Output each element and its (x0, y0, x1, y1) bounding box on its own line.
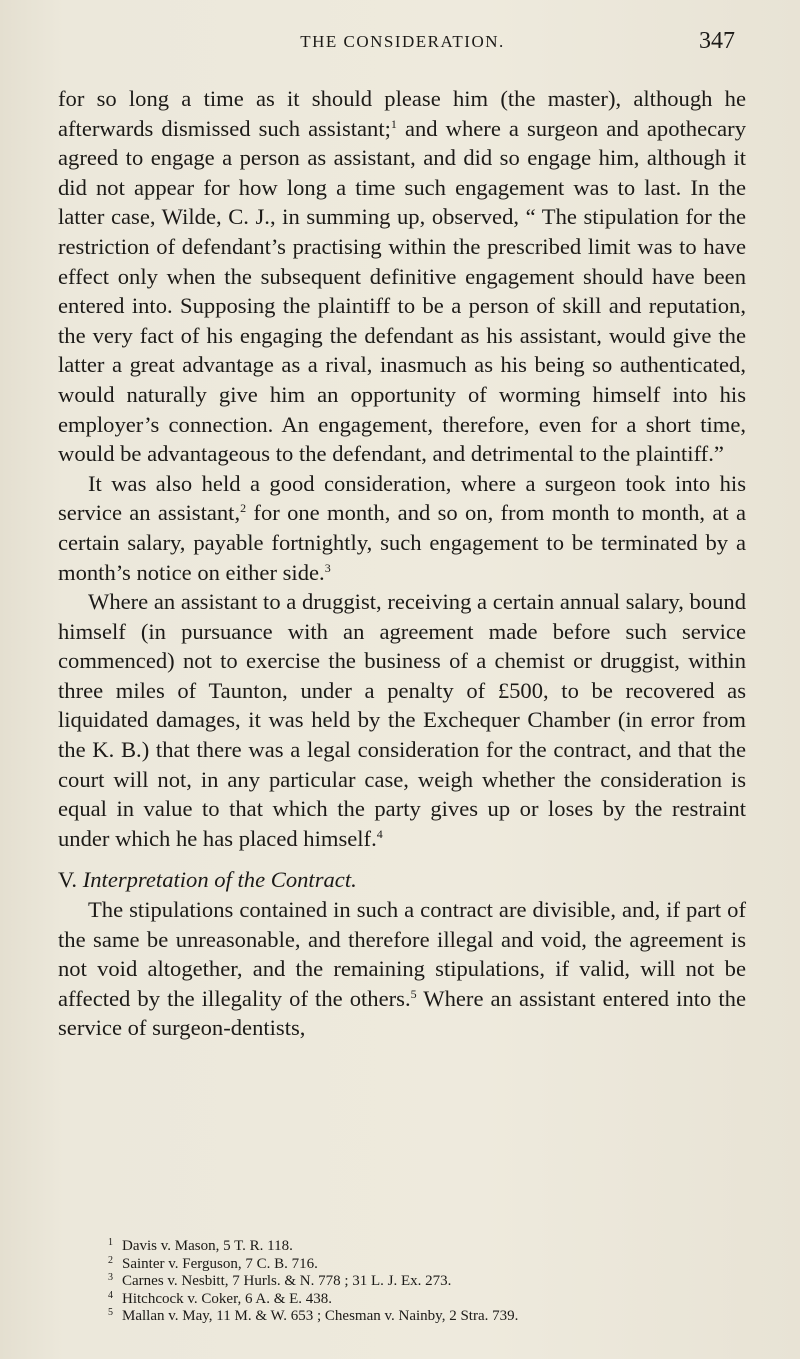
paragraph (58, 469, 746, 587)
footnote-text: Carnes v. Nesbitt, 7 Hurls. & N. 778 ; 31 L. J. Ex. 273. (122, 1273, 452, 1289)
footnote-number: 3 (108, 1272, 113, 1283)
body-text (58, 84, 746, 1043)
section-paragraph-group (58, 895, 746, 1043)
footnote-ref: 2 (240, 501, 247, 516)
footnote (108, 1238, 748, 1256)
text-run: Where an assistant to a druggist, receiving a certain annual salary, bound himself (in pursuance with an agreement made before such service commenced) not to exercise the business of a chemist or druggist, within three miles of Taunton, under a penalty of £500, to be recovered as liquidated damages, it was held by the Exchequer Chamber (in error from the K. B.) that there was a legal consideration for the contract, and that the court will not, in any particular case, weigh whether the consideration is equal in value to that which the party gives up or loses by the restraint under which he has placed himself. (58, 589, 746, 851)
footnote-text: Sainter v. Ferguson, 7 C. B. 716. (122, 1255, 318, 1272)
footnote-ref: 5 (410, 986, 417, 1001)
footnote-text: Davis v. Mason, 5 T. R. 118. (122, 1238, 293, 1254)
paragraph-group (58, 84, 746, 853)
text-run: for one month, and so on, from month to month, at a certain salary, payable fortnightly, such engagement to be terminated by a month’s notice on either side. (58, 500, 746, 585)
text-run: Where an assistant entered into the service of surgeon-dentists, (58, 985, 746, 1041)
footnote-number: 4 (108, 1289, 113, 1301)
footnote-number: 5 (108, 1307, 113, 1318)
footnote-ref: 1 (390, 116, 397, 131)
footnote-ref: 4 (376, 826, 383, 841)
footnote-number: 1 (108, 1237, 113, 1248)
footnote (108, 1256, 748, 1274)
section-heading (58, 865, 746, 895)
text-run: and where a surgeon and apothecary agreed to engage a person as assistant, and did so engage him, although it did not appear for how long a time such engagement was to last. In the latter case, Wilde, C. J., in summing up, observed, “ The stipulation for the restriction of defendant’s practising within the prescribed limit was to have effect only when the subsequent definitive engagement should have been entered into. Supposing the plaintiff to be a person of skill and reputation, the very fact of his engaging the defendant as his assistant, would give the latter a great advantage as a rival, inasmuch as his being so authenticated, would naturally give him an opportunity of worming himself into his employer’s connection. An engagement, therefore, even for a short time, would be advantageous to the defendant, and detrimental to the plaintiff.” (58, 115, 746, 467)
footnote-text: Hitchcock v. Coker, 6 A. & E. 438. (122, 1290, 333, 1307)
footnote (108, 1273, 748, 1291)
section-number: V. (58, 867, 78, 893)
footnote-ref: 3 (324, 560, 331, 575)
paragraph (58, 895, 746, 1043)
text-run: The stipulations contained in such a contract are divisible, and, if part of the same be unreasonable, and therefore illegal and void, the agreement is not void altogether, and the remaining stipulations, if valid, will not be affected by the illegality of the others. (58, 897, 746, 1011)
running-head (70, 24, 735, 64)
footnote (108, 1291, 748, 1309)
footnote-number: 2 (108, 1254, 113, 1266)
text-run: for so long a time as it should please him (the master), although he afterwards dismissed such assistant; (58, 86, 746, 141)
section-title: Interpretation of the Contract. (82, 867, 357, 893)
paragraph (58, 587, 746, 853)
footnote-text: Mallan v. May, 11 M. & W. 653 ; Chesman v. Nainby, 2 Stra. 739. (122, 1308, 519, 1324)
footnote (108, 1308, 748, 1326)
text-run: It was also held a good consideration, where a surgeon took into his service an assistant, (58, 470, 746, 526)
footnotes (108, 1238, 748, 1326)
page-number: 347 (699, 28, 735, 54)
paragraph (58, 84, 746, 469)
running-head-title: THE CONSIDERATION. (300, 32, 505, 51)
